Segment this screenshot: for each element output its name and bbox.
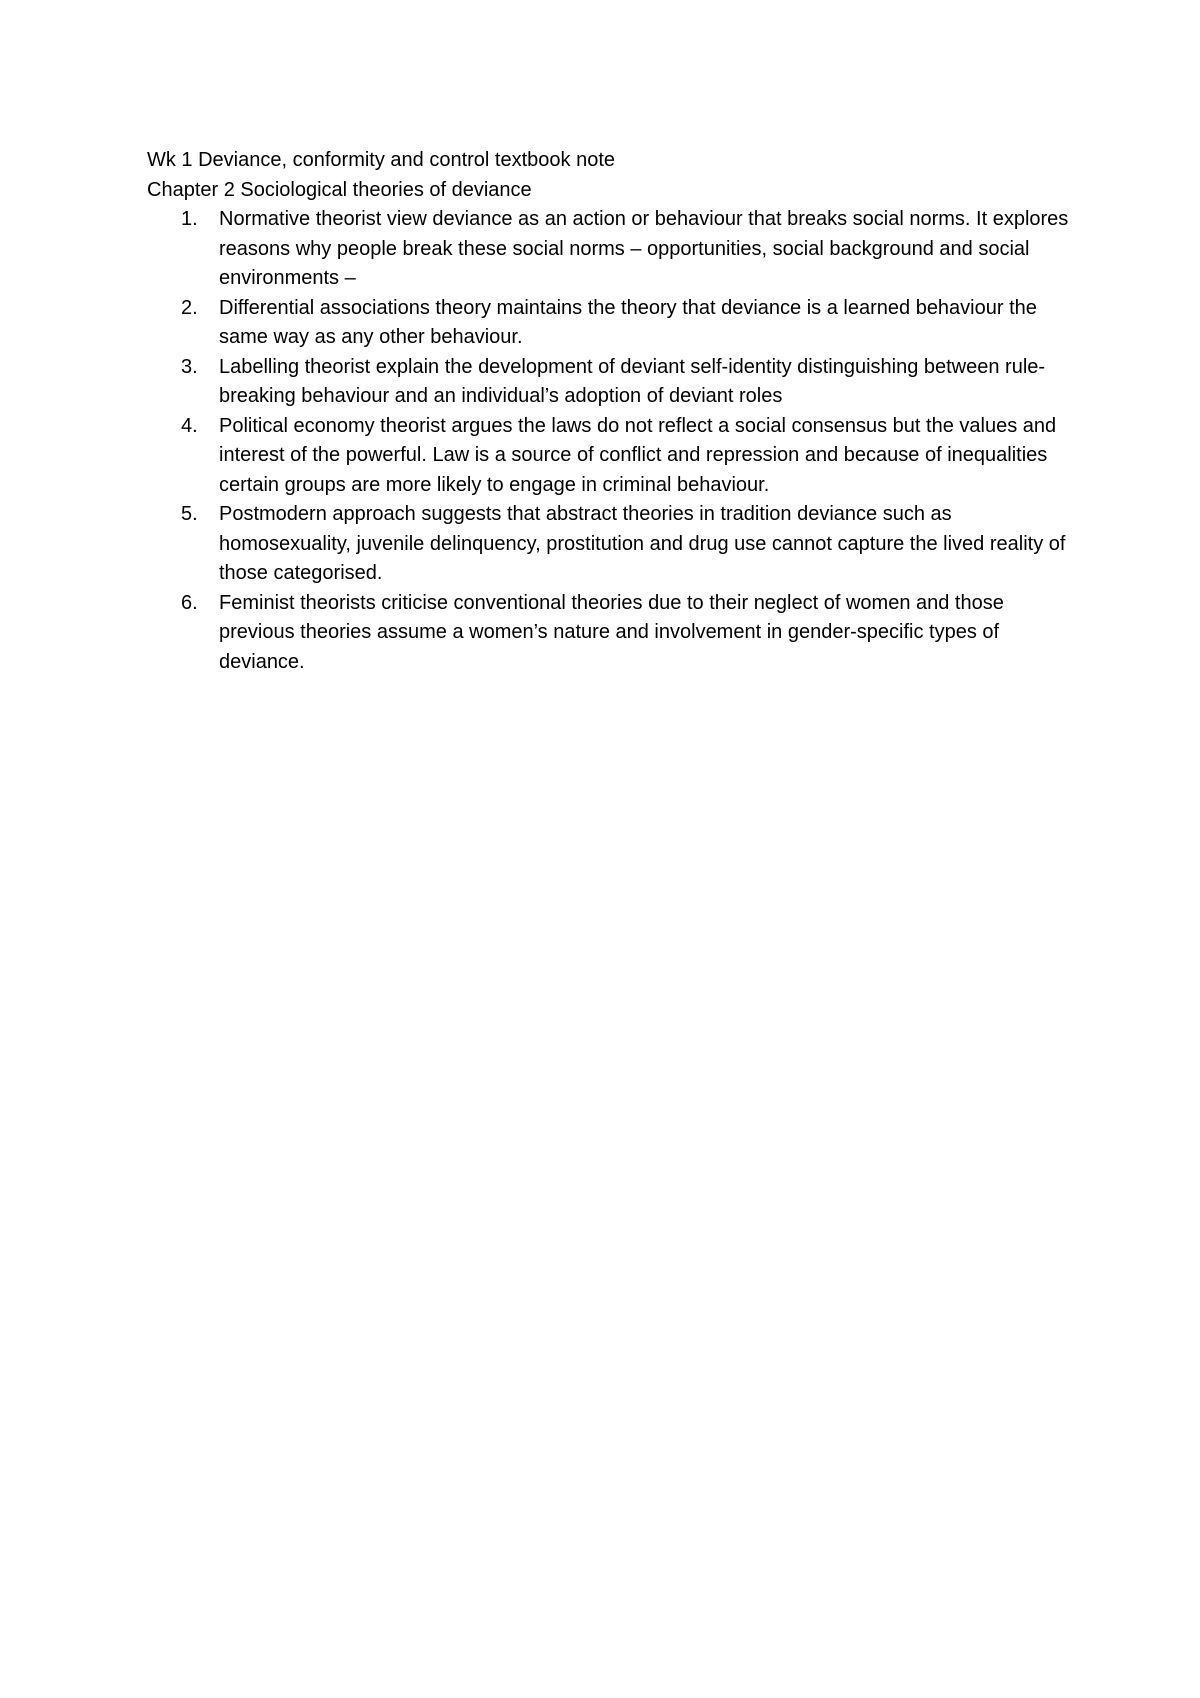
theories-list — [147, 205, 1077, 677]
chapter-heading: Chapter 2 Sociological theories of deviance — [147, 178, 532, 201]
list-item-text: Political economy theorist argues the laws do not reflect a social consensus but the values and interest of the powerful. Law is a source of conflict and repression and because of inequalities certain groups are more likely to engage in criminal behaviour. — [219, 414, 1057, 496]
list-item-number: 4. — [181, 414, 198, 437]
list-item-text: Feminist theorists criticise conventional theories due to their neglect of women and those previous theories assume a women’s nature and involvement in gender-specific types of deviance. — [219, 591, 1004, 673]
list-item-number: 6. — [181, 591, 198, 614]
list-item — [147, 589, 1077, 678]
list-item — [147, 205, 1077, 294]
list-item — [147, 353, 1077, 412]
list-item — [147, 500, 1077, 589]
list-item — [147, 412, 1077, 501]
list-item-text: Differential associations theory maintains the theory that deviance is a learned behaviour the same way as any other behaviour. — [219, 296, 1037, 348]
list-item-text: Normative theorist view deviance as an action or behaviour that breaks social norms. It explores reasons why people break these social norms – opportunities, social background and social environments – — [219, 208, 1069, 289]
list-item-number: 2. — [181, 296, 198, 319]
document-title: Wk 1 Deviance, conformity and control textbook note — [147, 149, 616, 171]
document-body — [147, 146, 1077, 677]
list-item-number: 3. — [181, 355, 198, 378]
list-item-text: Postmodern approach suggests that abstract theories in tradition deviance such as homosexuality, juvenile delinquency, prostitution and drug use cannot capture the lived reality of those categorised. — [219, 503, 1066, 584]
list-item — [147, 294, 1077, 353]
list-item-number: 5. — [181, 503, 198, 525]
list-item-number: 1. — [181, 208, 198, 230]
list-item-text: Labelling theorist explain the development of deviant self-identity distinguishing between rule-breaking behaviour and an individual’s adoption of deviant roles — [219, 355, 1046, 407]
